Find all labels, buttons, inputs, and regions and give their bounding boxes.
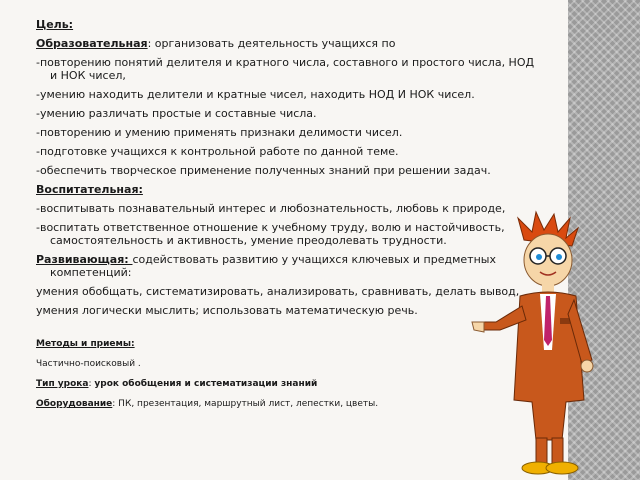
developing-item: умения обобщать, систематизировать, анализировать, сравнивать, делать вывод,	[36, 285, 520, 298]
spacer	[36, 323, 536, 339]
lesson-type	[36, 379, 536, 390]
developing-text: содействовать развитию у учащихся ключевых и предметных компетенций:	[50, 253, 496, 279]
methods-label: Методы и приемы:	[36, 339, 135, 349]
educational-item: -обеспечить творческое применение полученных знаний при решении задач.	[36, 164, 491, 177]
methods-value: Частично-поисковый .	[36, 359, 141, 369]
equipment	[36, 399, 536, 410]
educational-text: : организовать деятельность учащихся по	[147, 37, 396, 50]
upbringing-item: -воспитывать познавательный интерес и любознательность, любовь к природе,	[36, 202, 506, 215]
upbringing-label: Воспитательная:	[36, 183, 143, 196]
equipment-label: Оборудование	[36, 399, 113, 409]
educational-item: -умению различать простые и составные числа.	[36, 107, 317, 120]
developing-goal	[36, 253, 536, 279]
lesson-type-separator: :	[88, 379, 95, 389]
developing-label: Развивающая:	[36, 253, 133, 266]
lesson-type-label: Тип урока	[36, 379, 89, 389]
educational-goal	[36, 37, 536, 50]
equipment-value: : ПК, презентация, маршрутный лист, лепестки, цветы.	[112, 399, 379, 409]
goal-heading: Цель:	[36, 18, 74, 31]
lesson-plan-text	[36, 18, 536, 419]
teacher-illustration	[466, 210, 631, 480]
upbringing-item: -воспитать ответственное отношение к учебному труду, волю и настойчивость, самостоятельность и активность, умение преодолевать трудности.	[36, 221, 505, 247]
educational-item: -умению находить делители и кратные чисел, находить НОД И НОК чисел.	[36, 88, 475, 101]
developing-item: умения логически мыслить; использовать математическую речь.	[36, 304, 418, 317]
educational-item: -повторению понятий делителя и кратного числа, составного и простого числа, НОД и НОК чисел,	[36, 56, 535, 82]
educational-label: Образовательная	[36, 37, 148, 50]
educational-item: -повторению и умению применять признаки делимости чисел.	[36, 126, 403, 139]
educational-item: -подготовке учащихся к контрольной работе по данной теме.	[36, 145, 399, 158]
lesson-type-value: урок обобщения и систематизации знаний	[94, 379, 318, 389]
